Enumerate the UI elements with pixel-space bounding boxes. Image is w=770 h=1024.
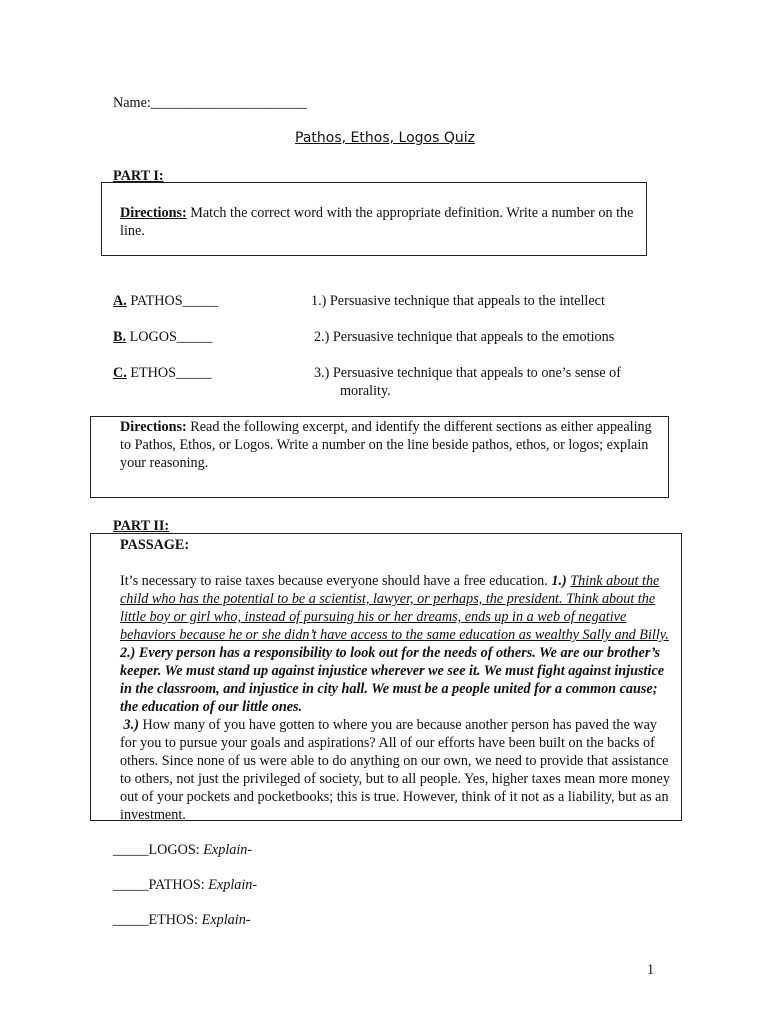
answer-blank: _____PATHOS: [113, 877, 209, 893]
answer-prompt: Explain- [203, 842, 253, 858]
definition-1: 1.) Persuasive technique that appeals to the intellect [311, 293, 605, 309]
part1-directions-text: Match the correct word with the appropriate definition. Write a number on the line. [120, 205, 634, 239]
passage-box [90, 533, 682, 821]
part1-directions-label: Directions: [120, 205, 187, 221]
answer-prompt: Explain- [201, 912, 251, 928]
answer-ethos [113, 911, 251, 929]
term-logos [113, 328, 212, 346]
part2-directions-text: Read the following excerpt, and identify the different sections as either appealing to Pathos, Ethos, or Logos. Write a number on the line beside pathos, ethos, or logos; explain your reasoning. [120, 419, 652, 471]
section-1-marker: 1.) [551, 573, 567, 589]
page-number: 1 [647, 962, 655, 978]
section-3-marker: 3.) [123, 717, 139, 733]
section-3-text: How many of you have gotten to where you are because another person has paved the way for you to pursue your goals and aspirations? All of our efforts have been built on the backs of others. Since none of us were able to do anything on our own, we need to provide that assistance to others, not just the privileged of society, but to all people. Yes, higher taxes mean more money out of your pockets and pocketbooks; this is true. However, think of it not as a liability, but as an investment. [120, 717, 670, 823]
name-field-label: Name:______________________ [113, 95, 307, 111]
part1-directions-box [101, 182, 647, 256]
passage-body [120, 572, 675, 716]
answer-pathos [113, 876, 257, 894]
answer-prompt: Explain- [208, 877, 258, 893]
answer-blank: _____LOGOS: [113, 842, 204, 858]
term-word: PATHOS_____ [126, 293, 219, 309]
term-word: ETHOS_____ [126, 365, 212, 381]
section-2-marker: 2.) [120, 645, 136, 661]
definition-2: 2.) Persuasive technique that appeals to the emotions [314, 329, 615, 345]
passage-intro: It’s necessary to raise taxes because everyone should have a free education. [120, 573, 552, 589]
term-letter: C. [113, 365, 127, 381]
section-2-text: Every person has a responsibility to look out for the needs of others. We are our brother’s keeper. We must stand up against injustice wherever we see it. We must fight against injustice in the classroom, and injustice in city hall. We must be a people united for a common cause; the education of our little ones. [120, 645, 665, 715]
definition-3: 3.) Persuasive technique that appeals to one’s sense of [314, 365, 621, 381]
section-1-text: Think about the child who has the potential to be a scientist, lawyer, or perhaps, the president. Think about the little boy or girl who, instead of pursuing his or her dreams, ends up in a web of negative behaviors because he or she didn’t have access to the same education as wealthy Sally and Billy. [120, 573, 669, 643]
part2-directions [120, 418, 664, 472]
passage-body-2 [120, 716, 675, 824]
term-word: LOGOS_____ [126, 329, 213, 345]
term-pathos [113, 292, 218, 310]
answer-logos [113, 841, 252, 859]
term-letter: A. [113, 293, 127, 309]
quiz-title: Pathos, Ethos, Logos Quiz [295, 130, 475, 146]
definition-3-continued: morality. [340, 383, 391, 399]
answer-blank: _____ETHOS: [113, 912, 202, 928]
term-letter: B. [113, 329, 127, 345]
part1-directions [120, 204, 638, 240]
passage-content [120, 536, 675, 824]
part1-heading: PART I: [113, 168, 164, 184]
term-ethos [113, 364, 212, 382]
part2-heading: PART II: [113, 518, 170, 534]
part2-directions-label: Directions: [120, 419, 187, 435]
part2-directions-box [90, 416, 669, 498]
passage-label: PASSAGE: [120, 537, 190, 553]
